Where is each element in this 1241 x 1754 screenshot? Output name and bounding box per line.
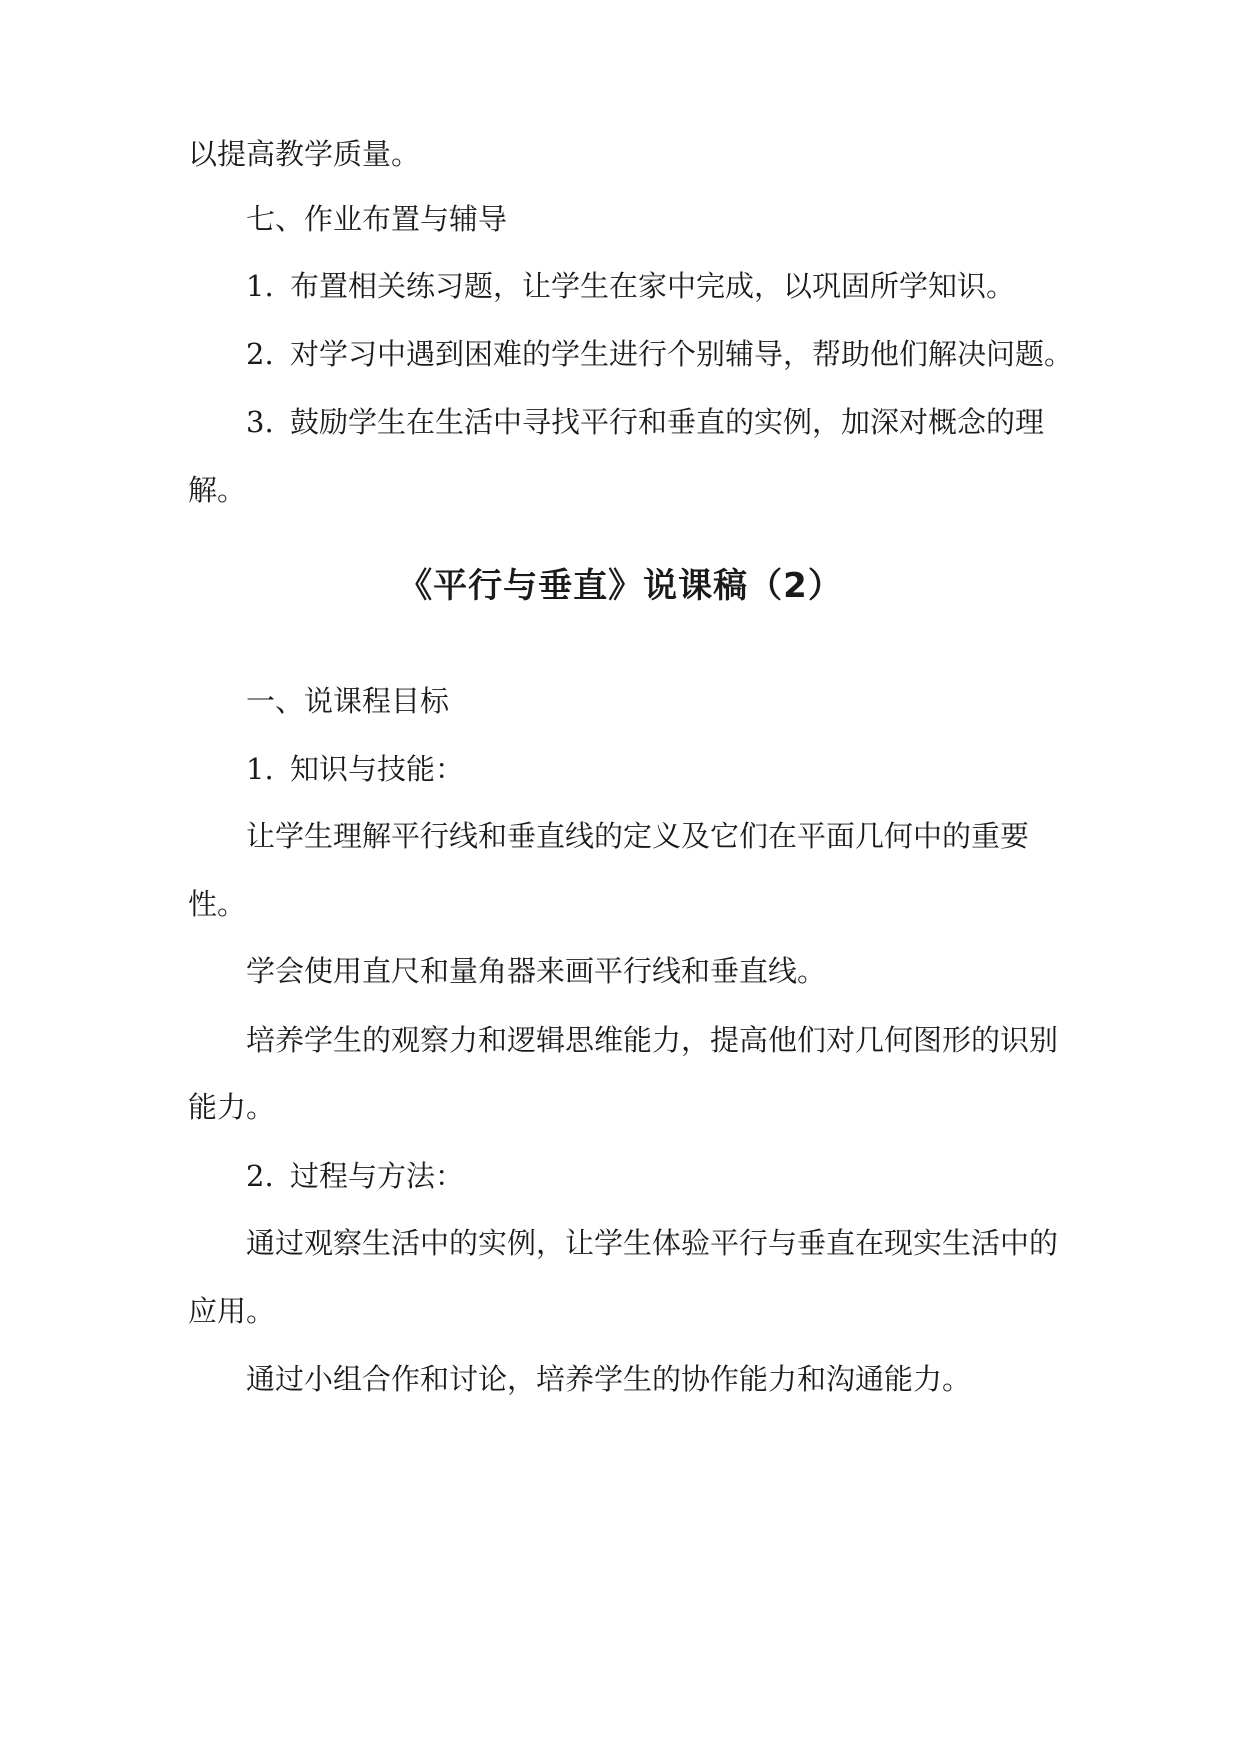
list-number: 1. [246, 752, 274, 786]
paragraph: 通过观察生活中的实例，让学生体验平行与垂直在现实生活中的 [246, 1226, 1059, 1260]
paragraph: 通过小组合作和讨论，培养学生的协作能力和沟通能力。 [246, 1362, 972, 1396]
paragraph: 让学生理解平行线和垂直线的定义及它们在平面几何中的重要 [246, 819, 1030, 853]
list-number: 2. [246, 1159, 274, 1193]
list-item-3 [246, 402, 1116, 442]
list-number: 3. [246, 405, 274, 439]
list-item-text: 布置相关练习题，让学生在家中完成，以巩固所学知识。 [290, 269, 1016, 303]
list-number: 2. [246, 337, 274, 371]
list-item-1 [246, 266, 1116, 306]
paragraph-continuation: 性。 [188, 887, 247, 921]
list-item-2 [246, 334, 1116, 374]
subheading-text: 知识与技能： [290, 752, 465, 786]
list-number: 1. [246, 269, 274, 303]
section-heading-objectives: 一、说课程目标 [246, 684, 450, 718]
subheading-process-methods [246, 1156, 1116, 1196]
list-item-3-continuation: 解。 [188, 473, 247, 507]
paragraph: 培养学生的观察力和逻辑思维能力，提高他们对几何图形的识别 [246, 1023, 1059, 1057]
document-title: 《平行与垂直》说课稿（2） [398, 566, 843, 606]
section-heading-homework: 七、作业布置与辅导 [246, 202, 508, 236]
paragraph-continuation: 以提高教学质量。 [188, 137, 421, 171]
paragraph: 学会使用直尺和量角器来画平行线和垂直线。 [246, 954, 827, 988]
list-item-text: 鼓励学生在生活中寻找平行和垂直的实例，加深对概念的理 [290, 405, 1045, 439]
subheading-knowledge-skills [246, 749, 1116, 789]
paragraph-continuation: 应用。 [188, 1294, 276, 1328]
subheading-text: 过程与方法： [290, 1159, 465, 1193]
list-item-text: 对学习中遇到困难的学生进行个别辅导，帮助他们解决问题。 [290, 337, 1074, 371]
paragraph-continuation: 能力。 [188, 1090, 276, 1124]
